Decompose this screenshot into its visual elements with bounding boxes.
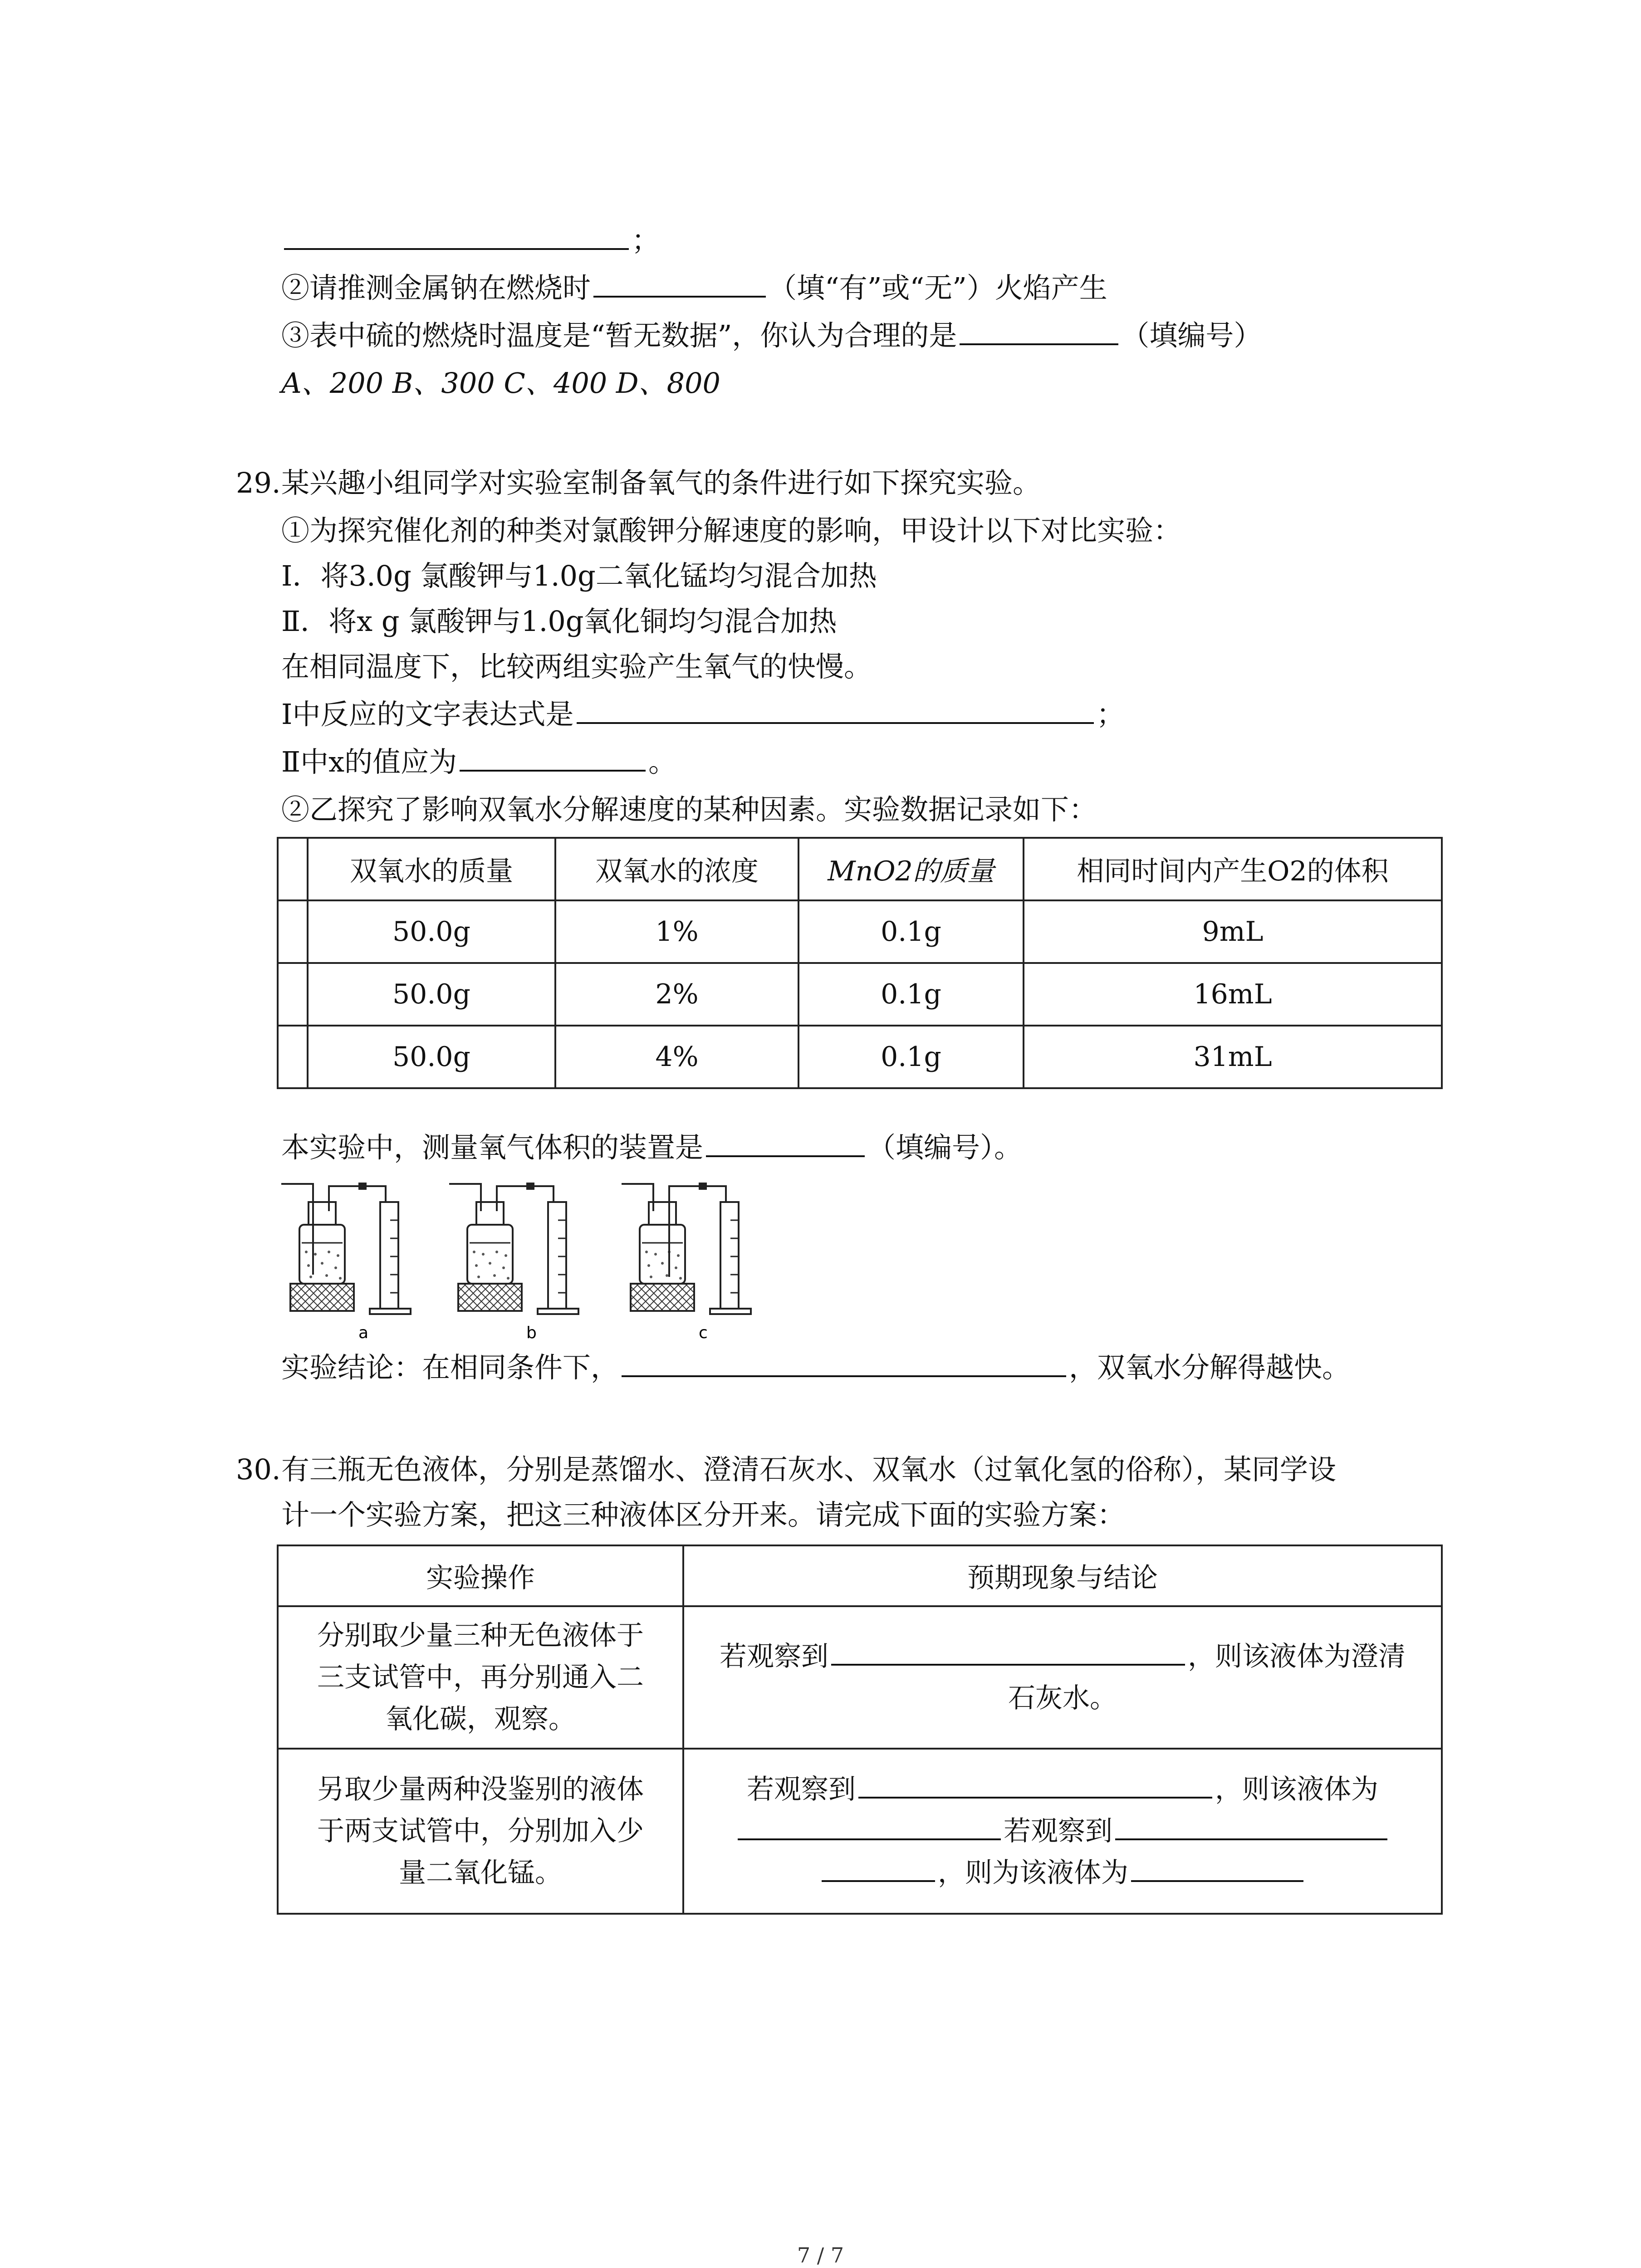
q28-item2: ②请推测金属钠在燃烧时 （填“有”或“无”）火焰产生 <box>281 268 1107 308</box>
table-cell <box>278 900 308 963</box>
table-cell: 0.1g <box>798 1026 1024 1088</box>
answer-blank[interactable] <box>706 1129 865 1157</box>
result-cell-1: 若观察到 ，则该液体为澄清 石灰水。 <box>683 1606 1442 1749</box>
operation-cell-2: 另取少量两种没鉴别的液体 于两支试管中，分别加入少 量二氧化锰。 <box>278 1749 683 1914</box>
answer-blank[interactable] <box>738 1812 1001 1840</box>
q29-number: 29. <box>236 466 281 499</box>
table-row <box>278 1026 1442 1088</box>
apparatus-label-a: a <box>358 1324 369 1342</box>
table-cell <box>278 963 308 1026</box>
table-cell: 4% <box>555 1026 798 1088</box>
table-header-row <box>278 838 1442 900</box>
q29-intro: 某兴趣小组同学对实验室制备氧气的条件进行如下探究实验。 <box>281 466 1041 499</box>
answer-blank[interactable] <box>577 696 1094 724</box>
table-cell: 31mL <box>1024 1026 1442 1088</box>
table-cell: 50.0g <box>308 1026 555 1088</box>
table-row <box>278 1606 1442 1749</box>
h2o2-data-table <box>277 837 1443 1089</box>
answer-blank[interactable] <box>1115 1812 1387 1840</box>
q30-intro-2: 计一个实验方案，把这三种液体区分开来。请完成下面的实验方案： <box>281 1498 1126 1531</box>
result-cell-2: 若观察到 ，则该液体为 若观察到 ，则为该液体为 <box>683 1749 1442 1914</box>
q29-item2: ②乙探究了影响双氧水分解速度的某种因素。实验数据记录如下： <box>281 793 1097 826</box>
q29-compare: 在相同温度下，比较两组实验产生氧气的快慢。 <box>281 650 872 683</box>
q29-item1: ①为探究催化剂的种类对氯酸钾分解速度的影响，甲设计以下对比实验： <box>281 514 1182 547</box>
table-cell: 50.0g <box>308 963 555 1026</box>
apparatus-a <box>281 1183 411 1314</box>
table-row <box>278 900 1442 963</box>
answer-blank[interactable] <box>858 1770 1212 1799</box>
table-cell: 50.0g <box>308 900 555 963</box>
answer-blank[interactable] <box>622 1349 1066 1377</box>
answer-blank[interactable] <box>460 743 646 772</box>
table-cell: 9mL <box>1024 900 1442 963</box>
table-cell: 2% <box>555 963 798 1026</box>
q29-exp1: Ⅰ．将3.0g 氯酸钾与1.0g二氧化锰均匀混合加热 <box>281 559 877 592</box>
table-header-cell: 预期现象与结论 <box>683 1545 1442 1606</box>
table-cell: 0.1g <box>798 963 1024 1026</box>
q28-item3: ③表中硫的燃烧时温度是“暂无数据”，你认为合理的是 （填编号） <box>281 315 1262 356</box>
table-header-cell: 相同时间内产生O2的体积 <box>1024 838 1442 900</box>
q30-number: 30. <box>236 1453 281 1486</box>
answer-blank[interactable] <box>1131 1854 1303 1882</box>
q29-exp2: Ⅱ．将x g 氯酸钾与1.0g氧化铜均匀混合加热 <box>281 605 837 638</box>
apparatus-label-b: b <box>526 1324 537 1342</box>
table-header-cell: 双氧水的浓度 <box>555 838 798 900</box>
q29-expr-question: Ⅰ中反应的文字表达式是 ； <box>281 694 1125 735</box>
table-row <box>278 1749 1442 1914</box>
answer-blank[interactable] <box>831 1637 1185 1666</box>
table-cell <box>278 1026 308 1088</box>
apparatus-label-c: c <box>699 1324 708 1342</box>
answer-blank[interactable] <box>822 1854 935 1882</box>
table-cell: 1% <box>555 900 798 963</box>
experiment-plan-table <box>277 1545 1443 1915</box>
page-number: 7 / 7 <box>797 2243 844 2268</box>
table-cell: 0.1g <box>798 900 1024 963</box>
q29-x-question: Ⅱ中x的值应为 。 <box>281 742 676 782</box>
q29-measure-question: 本实验中，测量氧气体积的装置是 （填编号）。 <box>281 1127 1022 1168</box>
table-header-cell <box>278 838 308 900</box>
q30-intro-1: 有三瓶无色液体，分别是蒸馏水、澄清石灰水、双氧水（过氧化氢的俗称），某同学设 <box>281 1453 1337 1486</box>
answer-blank[interactable] <box>960 317 1118 345</box>
operation-cell-1: 分别取少量三种无色液体于 三支试管中，再分别通入二 氧化碳，观察。 <box>278 1606 683 1749</box>
table-header-cell: MnO2的质量 <box>798 838 1024 900</box>
table-cell: 16mL <box>1024 963 1442 1026</box>
q28-line-end: ； <box>281 220 660 261</box>
answer-blank[interactable] <box>284 222 629 250</box>
answer-blank[interactable] <box>593 269 766 298</box>
apparatus-c <box>622 1183 751 1314</box>
table-header-row <box>278 1545 1442 1606</box>
table-row <box>278 963 1442 1026</box>
table-header-cell: 实验操作 <box>278 1545 683 1606</box>
apparatus-b <box>449 1183 578 1314</box>
q28-options: A、200 B、300 C、400 D、800 <box>281 367 720 400</box>
table-header-cell: 双氧水的质量 <box>308 838 555 900</box>
apparatus-figure <box>272 1175 789 1347</box>
q29-conclusion: 实验结论：在相同条件下， ，双氧水分解得越快。 <box>281 1347 1350 1388</box>
